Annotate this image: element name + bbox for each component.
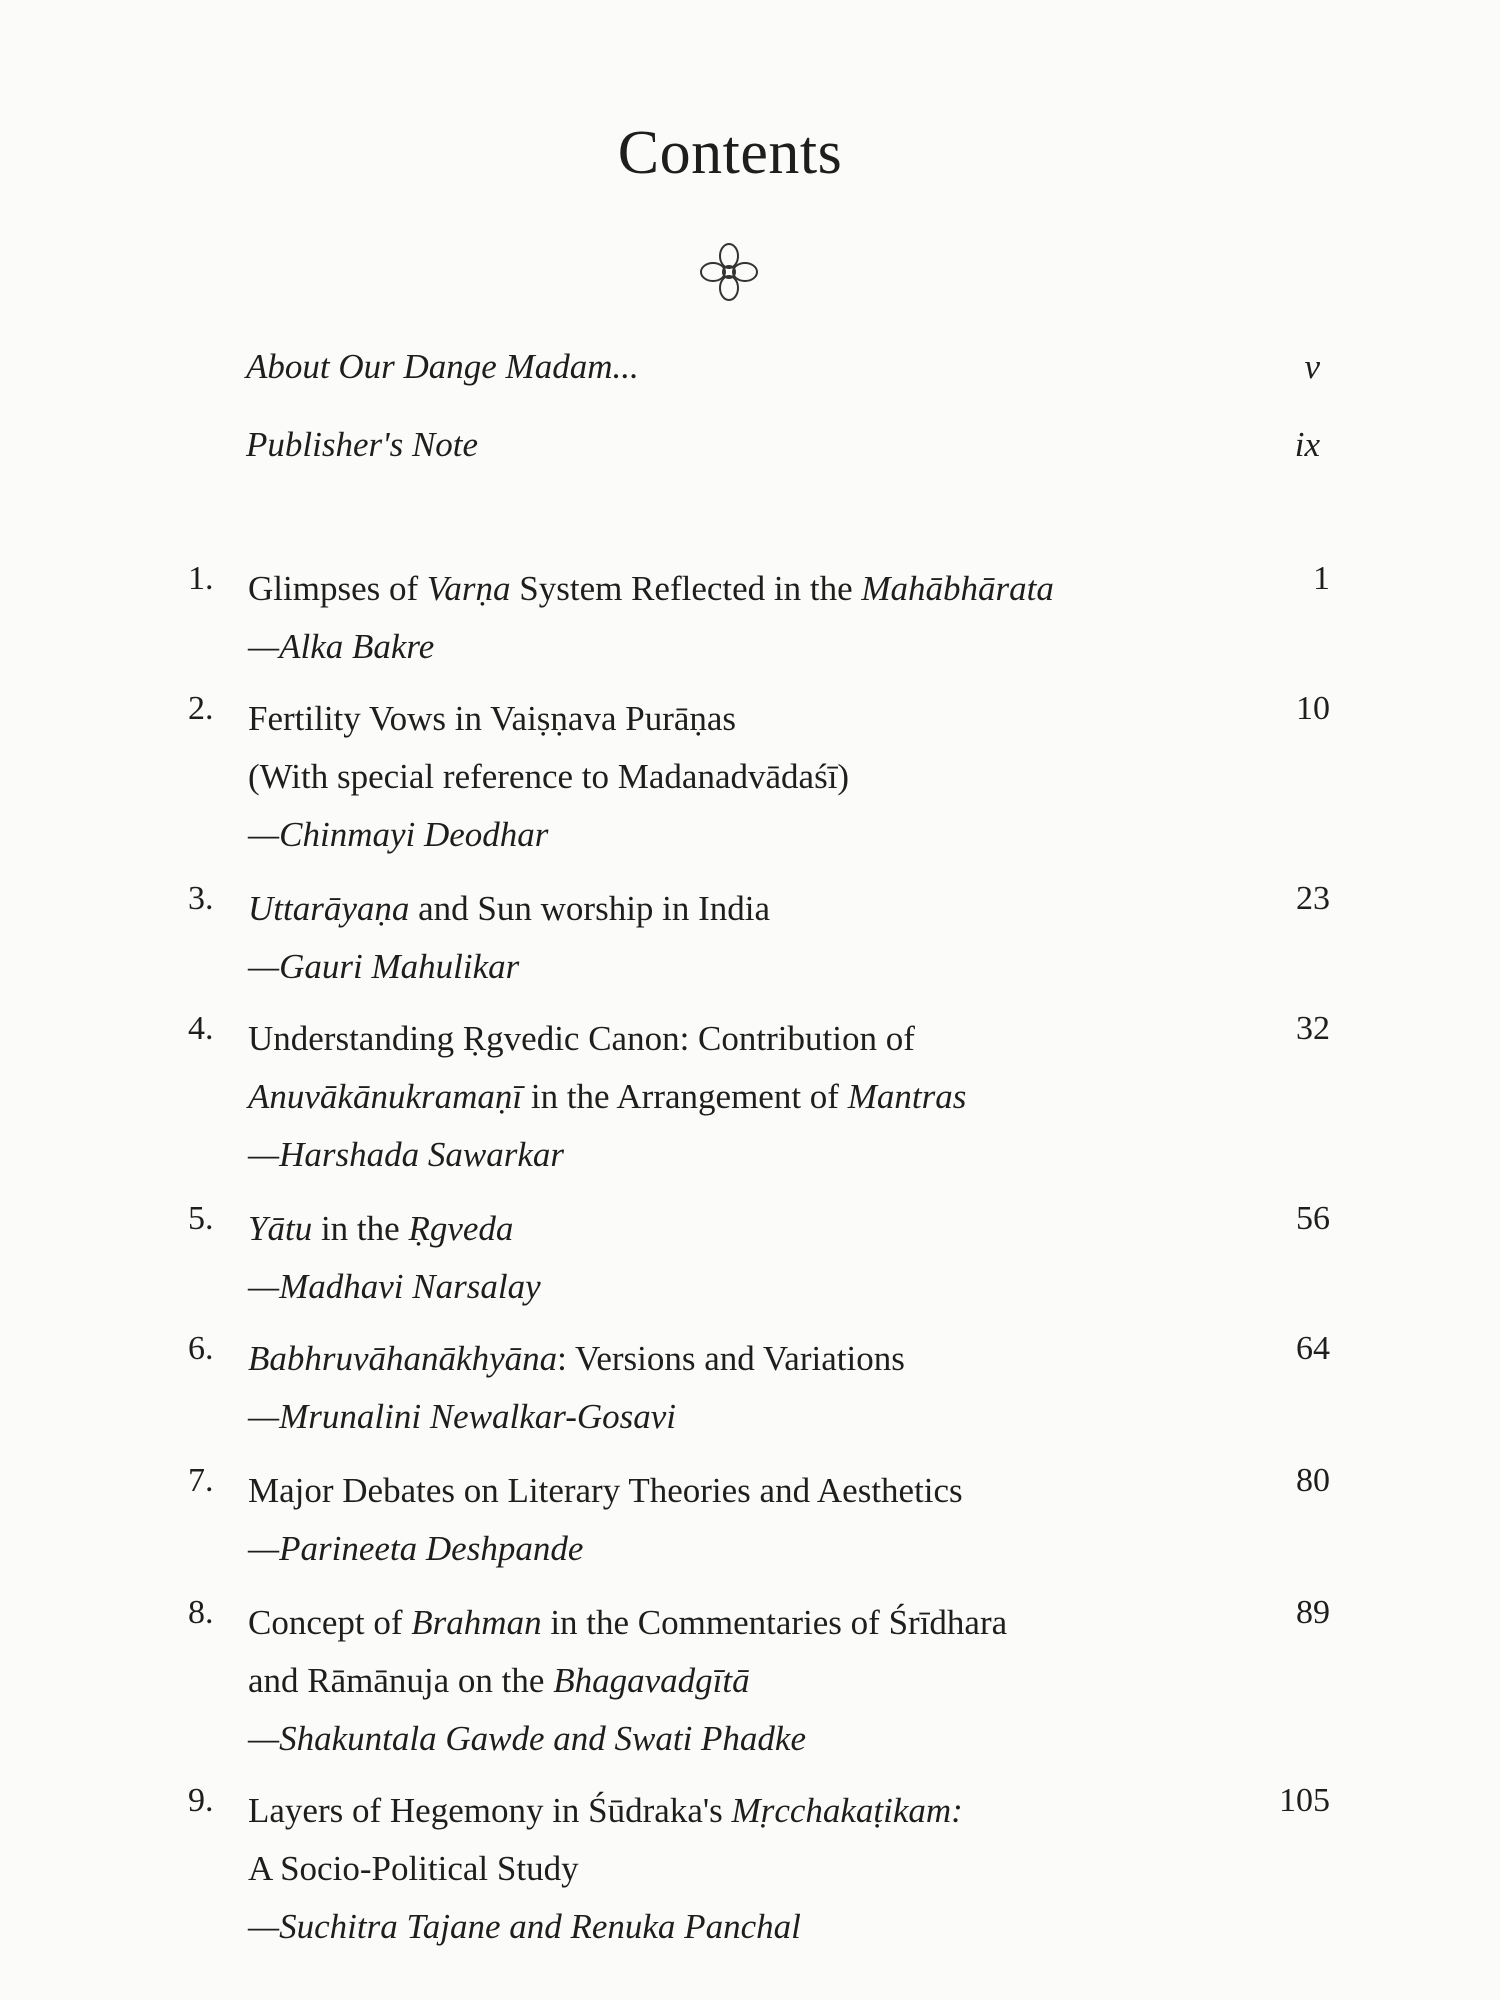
chapter-number: 4. (188, 1010, 214, 1047)
chapter-body (248, 690, 1228, 864)
front-matter-title: About Our Dange Madam... (246, 347, 639, 386)
chapter-page-number: 89 (1296, 1594, 1330, 1631)
page-title: Contents (617, 119, 843, 187)
chapter-body (248, 880, 1228, 996)
chapter-title-line: Concept of Brahman in the Commentaries of Śrīdhara (248, 1603, 1008, 1642)
chapter-page-number: 64 (1296, 1330, 1330, 1367)
chapter-number: 6. (188, 1330, 214, 1367)
chapter-title-line: Glimpses of Varṇa System Reflected in the Mahābhārata (248, 569, 1054, 608)
chapter-author: —Madhavi Narsalay (248, 1267, 541, 1306)
chapter-body (248, 1010, 1228, 1184)
chapter-author: —Parineeta Deshpande (248, 1529, 584, 1568)
chapter-number: 5. (188, 1200, 214, 1237)
chapter-number: 7. (188, 1462, 214, 1499)
chapter-author: —Mrunalini Newalkar-Gosavi (248, 1397, 677, 1436)
chapter-body (248, 1782, 1228, 1956)
chapter-body (248, 1462, 1228, 1578)
front-matter-title: Publisher's Note (246, 425, 479, 464)
chapter-title-line: Yātu in the Ṛgveda (248, 1209, 514, 1248)
chapter-page-number: 32 (1296, 1010, 1330, 1047)
chapter-page-number: 56 (1296, 1200, 1330, 1237)
flower-ornament-icon (697, 240, 761, 304)
chapter-page-number: 80 (1296, 1462, 1330, 1499)
chapter-author: —Gauri Mahulikar (248, 947, 520, 986)
chapter-body (248, 560, 1228, 676)
chapter-author: —Shakuntala Gawde and Swati Phadke (248, 1719, 807, 1758)
chapter-number: 3. (188, 880, 214, 917)
chapter-author: —Alka Bakre (248, 627, 435, 666)
front-matter-item[interactable] (0, 347, 1500, 407)
chapter-title-line: (With special reference to Madanadvādaśī) (248, 757, 850, 796)
chapter-page-number: 105 (1279, 1782, 1330, 1819)
chapter-title-line: Understanding Ṛgvedic Canon: Contribution of (248, 1019, 915, 1058)
front-matter-page: v (1304, 347, 1320, 386)
chapter-body (248, 1330, 1228, 1446)
chapter-title-line: and Rāmānuja on the Bhagavadgītā (248, 1661, 750, 1700)
front-matter-page: ix (1294, 425, 1320, 464)
chapter-author: —Suchitra Tajane and Renuka Panchal (248, 1907, 801, 1946)
chapter-author: —Harshada Sawarkar (248, 1135, 565, 1174)
chapter-page-number: 10 (1296, 690, 1330, 727)
chapter-title-line: Uttarāyaṇa and Sun worship in India (248, 889, 771, 928)
chapter-title-line: Major Debates on Literary Theories and Aesthetics (248, 1471, 963, 1510)
chapter-number: 1. (188, 560, 214, 597)
chapter-body (248, 1594, 1228, 1768)
chapter-page-number: 23 (1296, 880, 1330, 917)
chapter-number: 8. (188, 1594, 214, 1631)
chapter-title-line: Babhruvāhanākhyāna: Versions and Variations (248, 1339, 905, 1378)
chapter-number: 2. (188, 690, 214, 727)
chapter-body (248, 1200, 1228, 1316)
chapter-number: 9. (188, 1782, 214, 1819)
chapter-page-number: 1 (1313, 560, 1330, 597)
chapter-title-line: A Socio-Political Study (248, 1849, 579, 1888)
chapter-title-line: Fertility Vows in Vaiṣṇava Purāṇas (248, 699, 737, 738)
chapter-title-line: Anuvākānukramaṇī in the Arrangement of Mantras (248, 1077, 967, 1116)
chapter-author: —Chinmayi Deodhar (248, 815, 549, 854)
chapter-title-line: Layers of Hegemony in Śūdraka's Mṛcchakaṭikam: (248, 1791, 963, 1830)
front-matter-item[interactable] (0, 425, 1500, 485)
